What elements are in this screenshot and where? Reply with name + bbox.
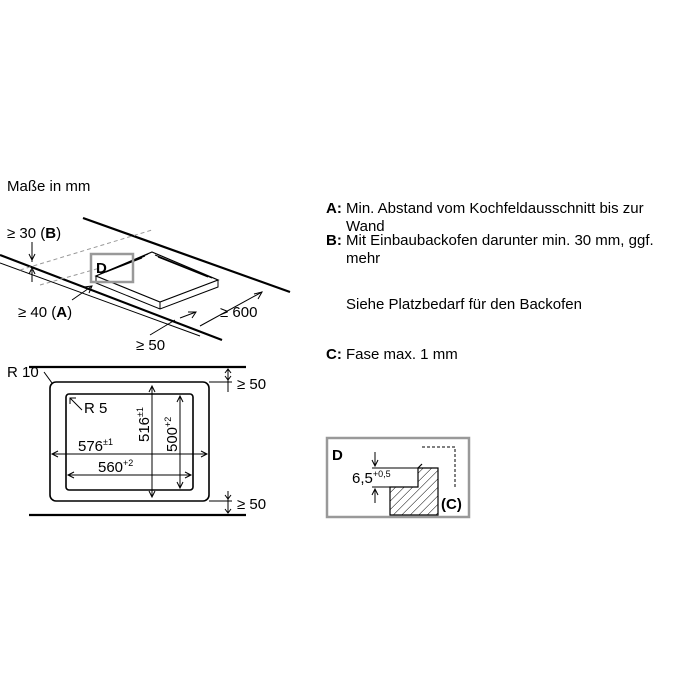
perspective-dim-b-suffix: ): [56, 225, 62, 242]
plan-depth-inner-value: 500: [164, 426, 181, 452]
legend-b-key: B:: [326, 232, 342, 249]
plan-width-inner-tol: +2: [123, 458, 134, 468]
perspective-dim-a-key: A: [56, 304, 68, 321]
cutout-outer: [50, 382, 209, 501]
plan-clear-bottom: ≥ 50: [237, 496, 267, 513]
plan-clear-top: ≥ 50: [237, 376, 267, 393]
plan-inner-radius: R 5: [84, 400, 108, 417]
perspective-dim-b: [7, 225, 61, 242]
units-title: Maße in mm: [7, 178, 91, 195]
worktop-section: [390, 468, 438, 515]
legend-a-text: Min. Abstand vom Kochfeldausschnitt bis zur Wand: [346, 200, 644, 235]
detail-label: D: [332, 447, 343, 464]
legend-c-key: C:: [326, 346, 342, 363]
plan-width-inner: [98, 458, 133, 476]
detail-chamfer-label: (C): [441, 496, 462, 513]
perspective-dim-front: ≥ 50: [136, 337, 166, 354]
plan-width-outer-tol: ±1: [103, 437, 113, 447]
plan-depth-outer-value: 516: [136, 416, 153, 442]
plan-depth-outer: [135, 407, 153, 442]
perspective-dim-a-prefix: ≥ 40 (: [18, 304, 57, 321]
perspective-dim-b-prefix: ≥ 30 (: [7, 225, 46, 242]
perspective-dim-a: [18, 304, 72, 321]
plan-width-outer: [78, 437, 113, 455]
legend-note: Siehe Platzbedarf für den Backofen: [346, 296, 582, 313]
perspective-dim-a-suffix: ): [67, 304, 73, 321]
plan-outer-radius: R 10: [7, 364, 39, 381]
perspective-dim-right: ≥ 600: [220, 304, 258, 321]
plan-depth-outer-tol: ±1: [135, 407, 145, 417]
legend-b-text: Mit Einbaubackofen darunter min. 30 mm, ggf. mehr: [346, 232, 654, 267]
plan-depth-inner: [163, 417, 181, 452]
plan-width-inner-value: 560: [98, 459, 124, 476]
legend-a-key: A:: [326, 200, 342, 217]
perspective-detail-label: D: [96, 260, 107, 277]
perspective-dim-b-key: B: [45, 225, 57, 242]
legend-c-text: Fase max. 1 mm: [346, 346, 458, 363]
plan-width-outer-value: 576: [78, 438, 104, 455]
detail-dimension-value: 6,5: [352, 470, 373, 487]
detail-dimension: [352, 469, 391, 487]
plan-depth-inner-tol: +2: [163, 416, 173, 427]
detail-dimension-tol: +0,5: [372, 469, 391, 479]
